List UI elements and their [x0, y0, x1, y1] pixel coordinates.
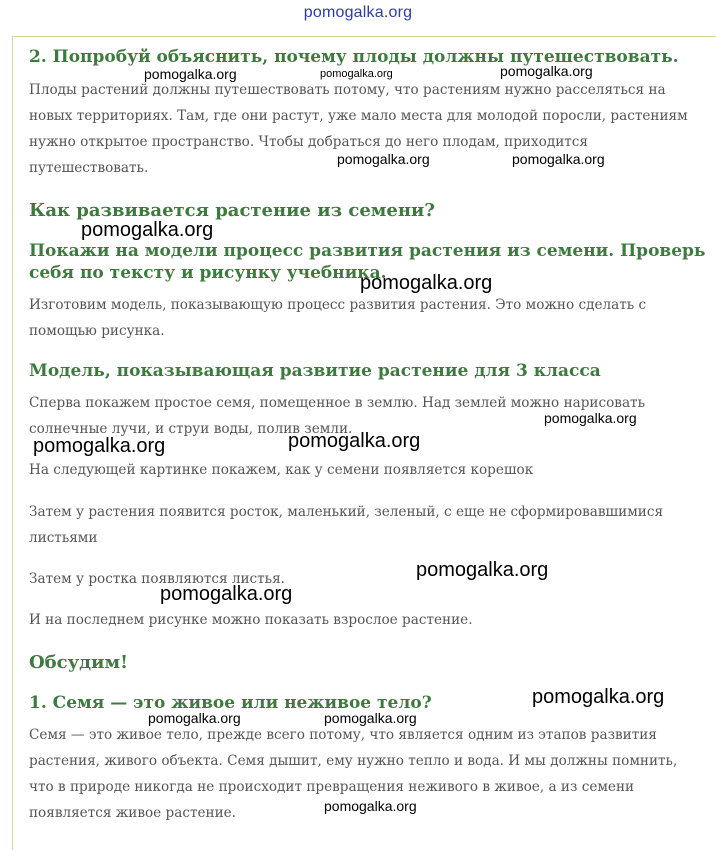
watermark: pomogalka.org [500, 63, 593, 79]
watermark: pomogalka.org [33, 435, 166, 457]
discuss-line-3: что в природе никогда не происходит превращения неживого в живое, а из семени [29, 779, 635, 795]
explain-line-3: нужно открытое пространство. Чтобы добраться до него плодам, приходится [29, 134, 588, 150]
heading-model: Модель, показывающая развитие растение для 3 класса [29, 361, 601, 381]
watermark: pomogalka.org [81, 219, 214, 241]
discuss-line-4: появляется живое растение. [29, 805, 236, 821]
model-p5: И на последнем рисунке можно показать взрослое растение. [29, 612, 473, 628]
watermark: pomogalka.org [532, 686, 665, 708]
watermark: pomogalka.org [360, 272, 493, 294]
watermark: pomogalka.org [160, 583, 293, 605]
model-p4: Затем у ростка появляются листья. [29, 571, 285, 587]
explain-line-2: новых территориях. Там, где они растут, уже мало места для молодой поросли, растениям [29, 108, 688, 124]
watermark: pomogalka.org [320, 68, 393, 80]
top-strip [0, 0, 716, 36]
heading-explain: 2. Попробуй объяснить, почему плоды должны путешествовать. [29, 47, 679, 67]
model-p1-line-2: солнечные лучи, и струи воды, полив земли. [29, 421, 353, 437]
watermark: pomogalka.org [288, 430, 421, 452]
growth-line-2: помощью рисунка. [29, 323, 165, 339]
discuss-line-2: растения, живого объекта. Семя дышит, ему нужно тепло и вода. И мы должны помнить, [29, 753, 678, 769]
growth-line-1: Изготовим модель, показывающую процесс развития растения. Это можно сделать с [29, 297, 647, 313]
watermark: pomogalka.org [512, 151, 605, 167]
model-p3-line-1: Затем у растения появится росток, маленький, зеленый, с еще не сформировавшимися [29, 504, 664, 520]
explain-line-1: Плоды растений должны путешествовать потому, что растениям нужно расселяться на [29, 82, 666, 98]
task-line-1: Покажи на модели процесс развития растения из семени. Проверь [29, 241, 706, 261]
watermark: pomogalka.org [337, 151, 430, 167]
heading-discuss: Обсудим! [29, 652, 129, 673]
discuss-line-1: Семя — это живое тело, прежде всего потому, что является одним из этапов развития [29, 727, 657, 743]
heading-growth: Как развивается растение из семени? [29, 200, 435, 221]
watermark: pomogalka.org [324, 798, 417, 814]
watermark: pomogalka.org [416, 559, 549, 581]
watermark: pomogalka.org [324, 710, 417, 726]
model-p3-line-2: листьями [29, 530, 98, 546]
next-heading-cut [29, 843, 697, 850]
explain-line-4: путешествовать. [29, 160, 149, 176]
next-heading-fragment [29, 845, 35, 850]
site-title[interactable]: pomogalka.org [303, 4, 413, 21]
watermark: pomogalka.org [144, 66, 237, 82]
model-p1-line-1: Сперва покажем простое семя, помещенное в землю. Над землей можно нарисовать [29, 395, 645, 411]
model-p2: На следующей картинке покажем, как у семени появляется корешок [29, 462, 534, 478]
watermark: pomogalka.org [544, 410, 637, 426]
watermark: pomogalka.org [148, 710, 241, 726]
task-line-2: себя по тексту и рисунку учебника. [29, 263, 387, 283]
heading-q1: 1. Семя — это живое или неживое тело? [29, 693, 432, 713]
